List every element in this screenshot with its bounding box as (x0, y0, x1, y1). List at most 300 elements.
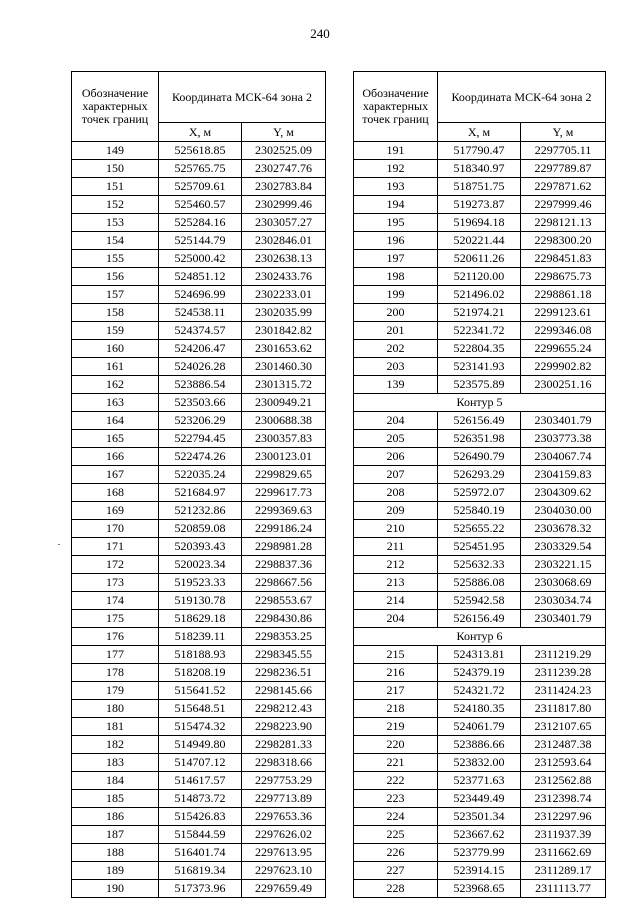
x-coordinate-cell: 524180.35 (438, 700, 521, 718)
point-number-cell: 207 (354, 466, 438, 484)
x-coordinate-cell: 523141.93 (438, 358, 521, 376)
table-row (354, 538, 606, 556)
x-coordinate-cell: 525284.16 (159, 214, 242, 232)
x-coordinate-cell: 524206.47 (159, 340, 242, 358)
point-number-cell: 204 (354, 412, 438, 430)
y-coordinate-cell: 2303057.27 (242, 214, 326, 232)
y-coordinate-cell: 2312593.64 (521, 754, 606, 772)
y-coordinate-cell: 2302747.76 (242, 160, 326, 178)
point-number-cell: 153 (72, 214, 159, 232)
x-coordinate-cell: 515648.51 (159, 700, 242, 718)
point-number-cell: 165 (72, 430, 159, 448)
x-coordinate-cell: 514949.80 (159, 736, 242, 754)
table-row (72, 736, 326, 754)
left-table-body (72, 142, 326, 898)
x-coordinate-cell: 514617.57 (159, 772, 242, 790)
y-coordinate-cell: 2302233.01 (242, 286, 326, 304)
point-number-cell: 211 (354, 538, 438, 556)
point-number-cell: 168 (72, 484, 159, 502)
table-row (72, 862, 326, 880)
table-row (72, 394, 326, 412)
x-coordinate-cell: 521120.00 (438, 268, 521, 286)
y-coordinate-cell: 2301315.72 (242, 376, 326, 394)
table-row (354, 232, 606, 250)
y-coordinate-cell: 2303221.15 (521, 556, 606, 574)
page-number: 240 (310, 26, 330, 41)
table-row (72, 772, 326, 790)
point-number-cell: 173 (72, 574, 159, 592)
table-row (72, 808, 326, 826)
table-row (72, 538, 326, 556)
point-number-cell: 227 (354, 862, 438, 880)
point-number-cell: 170 (72, 520, 159, 538)
table-row (72, 664, 326, 682)
y-coordinate-cell: 2302783.84 (242, 178, 326, 196)
point-number-cell: 176 (72, 628, 159, 646)
table-row (354, 520, 606, 538)
x-coordinate-cell: 519694.18 (438, 214, 521, 232)
x-coordinate-cell: 524026.28 (159, 358, 242, 376)
table-row (354, 718, 606, 736)
point-number-cell: 163 (72, 394, 159, 412)
table-row (72, 340, 326, 358)
x-coordinate-cell: 515426.83 (159, 808, 242, 826)
table-row (354, 196, 606, 214)
table-row (354, 880, 606, 898)
table-row (354, 412, 606, 430)
table-row (72, 682, 326, 700)
x-coordinate-cell: 526156.49 (438, 610, 521, 628)
x-coordinate-cell: 524061.79 (438, 718, 521, 736)
x-coordinate-cell: 520859.08 (159, 520, 242, 538)
table-row (354, 502, 606, 520)
table-row (354, 556, 606, 574)
table-row (354, 574, 606, 592)
table-row (72, 196, 326, 214)
point-number-cell: 186 (72, 808, 159, 826)
table-row (72, 880, 326, 898)
point-number-cell: 182 (72, 736, 159, 754)
x-coordinate-cell: 525942.58 (438, 592, 521, 610)
table-row (72, 250, 326, 268)
x-coordinate-cell: 524851.12 (159, 268, 242, 286)
y-coordinate-cell: 2298145.66 (242, 682, 326, 700)
x-coordinate-cell: 523503.66 (159, 394, 242, 412)
point-number-cell: 159 (72, 322, 159, 340)
x-coordinate-cell: 525618.85 (159, 142, 242, 160)
y-coordinate-cell: 2311662.69 (521, 844, 606, 862)
point-number-cell: 162 (72, 376, 159, 394)
x-coordinate-cell: 524379.19 (438, 664, 521, 682)
x-coordinate-cell: 524696.99 (159, 286, 242, 304)
x-coordinate-cell: 515844.59 (159, 826, 242, 844)
table-row (72, 412, 326, 430)
x-coordinate-cell: 522035.24 (159, 466, 242, 484)
table-row (354, 772, 606, 790)
point-number-cell: 202 (354, 340, 438, 358)
point-number-cell: 196 (354, 232, 438, 250)
x-coordinate-cell: 523968.65 (438, 880, 521, 898)
table-row (72, 754, 326, 772)
y-coordinate-cell: 2298318.66 (242, 754, 326, 772)
table-row (354, 826, 606, 844)
table-row (72, 322, 326, 340)
point-number-cell: 215 (354, 646, 438, 664)
point-number-cell: 192 (354, 160, 438, 178)
point-number-cell: 208 (354, 484, 438, 502)
point-number-cell: 212 (354, 556, 438, 574)
scan-speck (58, 544, 60, 545)
table-row (72, 610, 326, 628)
x-coordinate-cell: 523914.15 (438, 862, 521, 880)
table-row (354, 322, 606, 340)
point-number-cell: 188 (72, 844, 159, 862)
x-coordinate-cell: 521496.02 (438, 286, 521, 304)
table-row (72, 358, 326, 376)
x-coordinate-cell: 525765.75 (159, 160, 242, 178)
y-coordinate-cell: 2298430.86 (242, 610, 326, 628)
table-row (72, 466, 326, 484)
y-coordinate-cell: 2311937.39 (521, 826, 606, 844)
point-number-cell: 220 (354, 736, 438, 754)
x-coordinate-cell: 523886.54 (159, 376, 242, 394)
y-coordinate-cell: 2298861.18 (521, 286, 606, 304)
point-number-cell: 181 (72, 718, 159, 736)
point-designation-header: Обозначение характерных точек границ (354, 72, 438, 142)
table-row (72, 160, 326, 178)
y-coordinate-cell: 2298451.83 (521, 250, 606, 268)
table-row (354, 862, 606, 880)
x-coordinate-cell: 522804.35 (438, 340, 521, 358)
table-row (72, 304, 326, 322)
point-number-cell: 197 (354, 250, 438, 268)
y-coordinate-cell: 2304067.74 (521, 448, 606, 466)
y-coordinate-cell: 2303678.32 (521, 520, 606, 538)
table-row (354, 430, 606, 448)
x-coordinate-cell: 519273.87 (438, 196, 521, 214)
point-number-cell: 216 (354, 664, 438, 682)
x-coordinate-cell: 525144.79 (159, 232, 242, 250)
x-coordinate-cell: 523771.63 (438, 772, 521, 790)
x-coordinate-cell: 524321.72 (438, 682, 521, 700)
point-number-cell: 180 (72, 700, 159, 718)
point-number-cell: 169 (72, 502, 159, 520)
x-coordinate-cell: 518239.11 (159, 628, 242, 646)
table-row (72, 178, 326, 196)
table-row (354, 376, 606, 394)
y-coordinate-cell: 2297613.95 (242, 844, 326, 862)
y-coordinate-cell: 2298121.13 (521, 214, 606, 232)
y-coordinate-cell: 2299186.24 (242, 520, 326, 538)
table-row (72, 430, 326, 448)
x-coordinate-cell: 519130.78 (159, 592, 242, 610)
y-coordinate-cell: 2312107.65 (521, 718, 606, 736)
y-coordinate-cell: 2302035.99 (242, 304, 326, 322)
y-coordinate-cell: 2312487.38 (521, 736, 606, 754)
x-coordinate-cell: 515641.52 (159, 682, 242, 700)
x-coordinate-cell: 523501.34 (438, 808, 521, 826)
x-coordinate-cell: 523206.29 (159, 412, 242, 430)
table-row (354, 178, 606, 196)
y-coordinate-cell: 2297623.10 (242, 862, 326, 880)
y-coordinate-cell: 2300251.16 (521, 376, 606, 394)
x-coordinate-cell: 526156.49 (438, 412, 521, 430)
point-number-cell: 164 (72, 412, 159, 430)
point-number-cell: 201 (354, 322, 438, 340)
contour-heading: Контур 6 (354, 628, 606, 646)
x-coordinate-cell: 525632.33 (438, 556, 521, 574)
point-number-cell: 222 (354, 772, 438, 790)
table-row (354, 160, 606, 178)
y-coordinate-cell: 2297653.36 (242, 808, 326, 826)
y-coordinate-cell: 2297626.02 (242, 826, 326, 844)
x-coordinate-cell: 514873.72 (159, 790, 242, 808)
x-coordinate-cell: 523886.66 (438, 736, 521, 754)
point-number-cell: 174 (72, 592, 159, 610)
point-number-cell: 185 (72, 790, 159, 808)
x-column-header: X, м (159, 123, 242, 142)
y-coordinate-cell: 2303034.74 (521, 592, 606, 610)
table-row (72, 574, 326, 592)
x-coordinate-cell: 524538.11 (159, 304, 242, 322)
y-coordinate-cell: 2303329.54 (521, 538, 606, 556)
point-number-cell: 157 (72, 286, 159, 304)
table-row (354, 466, 606, 484)
y-coordinate-cell: 2299829.65 (242, 466, 326, 484)
point-number-cell: 218 (354, 700, 438, 718)
y-coordinate-cell: 2297705.11 (521, 142, 606, 160)
y-coordinate-cell: 2302525.09 (242, 142, 326, 160)
table-row (72, 484, 326, 502)
coordinates-table-right (353, 71, 606, 898)
point-number-cell: 187 (72, 826, 159, 844)
point-designation-header: Обозначение характерных точек границ (72, 72, 159, 142)
point-number-cell: 150 (72, 160, 159, 178)
point-number-cell: 178 (72, 664, 159, 682)
point-number-cell: 158 (72, 304, 159, 322)
y-coordinate-cell: 2300688.38 (242, 412, 326, 430)
table-row (72, 232, 326, 250)
y-coordinate-cell: 2300357.83 (242, 430, 326, 448)
x-coordinate-cell: 522341.72 (438, 322, 521, 340)
y-coordinate-cell: 2297713.89 (242, 790, 326, 808)
point-number-cell: 204 (354, 610, 438, 628)
y-coordinate-cell: 2297789.87 (521, 160, 606, 178)
y-coordinate-cell: 2303401.79 (521, 412, 606, 430)
table-row (354, 250, 606, 268)
x-coordinate-cell: 516401.74 (159, 844, 242, 862)
table-row (354, 790, 606, 808)
x-coordinate-cell: 525460.57 (159, 196, 242, 214)
point-number-cell: 155 (72, 250, 159, 268)
point-number-cell: 223 (354, 790, 438, 808)
table-row (354, 448, 606, 466)
table-row (72, 844, 326, 862)
x-coordinate-cell: 526490.79 (438, 448, 521, 466)
point-number-cell: 203 (354, 358, 438, 376)
point-number-cell: 160 (72, 340, 159, 358)
point-number-cell: 184 (72, 772, 159, 790)
x-coordinate-cell: 517790.47 (438, 142, 521, 160)
point-number-cell: 225 (354, 826, 438, 844)
point-number-cell: 194 (354, 196, 438, 214)
y-coordinate-cell: 2302638.13 (242, 250, 326, 268)
y-coordinate-cell: 2298212.43 (242, 700, 326, 718)
table-row (354, 340, 606, 358)
table-row (72, 592, 326, 610)
point-number-cell: 190 (72, 880, 159, 898)
y-column-header: Y, м (242, 123, 326, 142)
y-coordinate-cell: 2311424.23 (521, 682, 606, 700)
section-row (354, 628, 606, 646)
y-coordinate-cell: 2303773.38 (521, 430, 606, 448)
point-number-cell: 200 (354, 304, 438, 322)
point-number-cell: 151 (72, 178, 159, 196)
y-coordinate-cell: 2302846.01 (242, 232, 326, 250)
table-row (354, 664, 606, 682)
point-number-cell: 226 (354, 844, 438, 862)
x-coordinate-cell: 518208.19 (159, 664, 242, 682)
table-row (72, 790, 326, 808)
point-number-cell: 195 (354, 214, 438, 232)
table-row (354, 754, 606, 772)
y-coordinate-cell: 2303401.79 (521, 610, 606, 628)
x-coordinate-cell: 520221.44 (438, 232, 521, 250)
y-coordinate-cell: 2312398.74 (521, 790, 606, 808)
x-coordinate-cell: 518751.75 (438, 178, 521, 196)
point-number-cell: 166 (72, 448, 159, 466)
y-coordinate-cell: 2312297.96 (521, 808, 606, 826)
x-coordinate-cell: 522474.26 (159, 448, 242, 466)
x-coordinate-cell: 523667.62 (438, 826, 521, 844)
x-coordinate-cell: 525886.08 (438, 574, 521, 592)
section-row (354, 394, 606, 412)
point-number-cell: 221 (354, 754, 438, 772)
point-number-cell: 228 (354, 880, 438, 898)
table-row (354, 592, 606, 610)
point-number-cell: 224 (354, 808, 438, 826)
table-row (72, 142, 326, 160)
y-coordinate-cell: 2298236.51 (242, 664, 326, 682)
table-row (72, 286, 326, 304)
y-coordinate-cell: 2302433.76 (242, 268, 326, 286)
table-row (72, 700, 326, 718)
table-row (72, 826, 326, 844)
y-coordinate-cell: 2303068.69 (521, 574, 606, 592)
table-row (354, 646, 606, 664)
y-coordinate-cell: 2311817.80 (521, 700, 606, 718)
table-row (72, 448, 326, 466)
coordinate-system-header: Координата МСК-64 зона 2 (438, 72, 606, 123)
table-row (72, 646, 326, 664)
y-coordinate-cell: 2299902.82 (521, 358, 606, 376)
table-row (354, 358, 606, 376)
x-coordinate-cell: 523449.49 (438, 790, 521, 808)
table-row (354, 142, 606, 160)
y-coordinate-cell: 2297871.62 (521, 178, 606, 196)
x-coordinate-cell: 526293.29 (438, 466, 521, 484)
y-coordinate-cell: 2312562.88 (521, 772, 606, 790)
point-number-cell: 191 (354, 142, 438, 160)
x-coordinate-cell: 521232.86 (159, 502, 242, 520)
point-number-cell: 167 (72, 466, 159, 484)
y-coordinate-cell: 2299617.73 (242, 484, 326, 502)
coordinates-table-left (71, 71, 326, 898)
y-coordinate-cell: 2304159.83 (521, 466, 606, 484)
x-coordinate-cell: 525840.19 (438, 502, 521, 520)
x-coordinate-cell: 525972.07 (438, 484, 521, 502)
table-row (354, 610, 606, 628)
y-coordinate-cell: 2299655.24 (521, 340, 606, 358)
table-row (354, 286, 606, 304)
y-coordinate-cell: 2304030.00 (521, 502, 606, 520)
x-coordinate-cell: 525655.22 (438, 520, 521, 538)
x-coordinate-cell: 523575.89 (438, 376, 521, 394)
x-coordinate-cell: 524313.81 (438, 646, 521, 664)
point-number-cell: 193 (354, 178, 438, 196)
x-coordinate-cell: 518188.93 (159, 646, 242, 664)
point-number-cell: 209 (354, 502, 438, 520)
coordinate-system-header: Координата МСК-64 зона 2 (159, 72, 326, 123)
point-number-cell: 205 (354, 430, 438, 448)
y-coordinate-cell: 2298675.73 (521, 268, 606, 286)
y-coordinate-cell: 2300949.21 (242, 394, 326, 412)
x-coordinate-cell: 525709.61 (159, 178, 242, 196)
y-coordinate-cell: 2298281.33 (242, 736, 326, 754)
point-number-cell: 175 (72, 610, 159, 628)
table-row (354, 844, 606, 862)
table-row (72, 556, 326, 574)
y-coordinate-cell: 2298300.20 (521, 232, 606, 250)
x-coordinate-cell: 520023.34 (159, 556, 242, 574)
x-coordinate-cell: 526351.98 (438, 430, 521, 448)
y-coordinate-cell: 2298223.90 (242, 718, 326, 736)
y-coordinate-cell: 2300123.01 (242, 448, 326, 466)
y-coordinate-cell: 2311219.29 (521, 646, 606, 664)
point-number-cell: 189 (72, 862, 159, 880)
x-coordinate-cell: 525451.95 (438, 538, 521, 556)
point-number-cell: 183 (72, 754, 159, 772)
x-coordinate-cell: 517373.96 (159, 880, 242, 898)
y-coordinate-cell: 2299123.61 (521, 304, 606, 322)
x-coordinate-cell: 520393.43 (159, 538, 242, 556)
x-coordinate-cell: 515474.32 (159, 718, 242, 736)
y-coordinate-cell: 2301460.30 (242, 358, 326, 376)
y-coordinate-cell: 2311113.77 (521, 880, 606, 898)
x-column-header: X, м (438, 123, 521, 142)
table-row (72, 214, 326, 232)
point-number-cell: 156 (72, 268, 159, 286)
table-row (354, 736, 606, 754)
table-row (354, 808, 606, 826)
table-row (354, 682, 606, 700)
point-number-cell: 149 (72, 142, 159, 160)
y-coordinate-cell: 2299369.63 (242, 502, 326, 520)
table-row (354, 304, 606, 322)
point-number-cell: 214 (354, 592, 438, 610)
contour-heading: Контур 5 (354, 394, 606, 412)
point-number-cell: 179 (72, 682, 159, 700)
x-coordinate-cell: 524374.57 (159, 322, 242, 340)
point-number-cell: 171 (72, 538, 159, 556)
x-coordinate-cell: 523779.99 (438, 844, 521, 862)
right-table-body (354, 142, 606, 898)
point-number-cell: 206 (354, 448, 438, 466)
table-row (72, 628, 326, 646)
y-coordinate-cell: 2297999.46 (521, 196, 606, 214)
x-coordinate-cell: 520611.26 (438, 250, 521, 268)
x-coordinate-cell: 525000.42 (159, 250, 242, 268)
